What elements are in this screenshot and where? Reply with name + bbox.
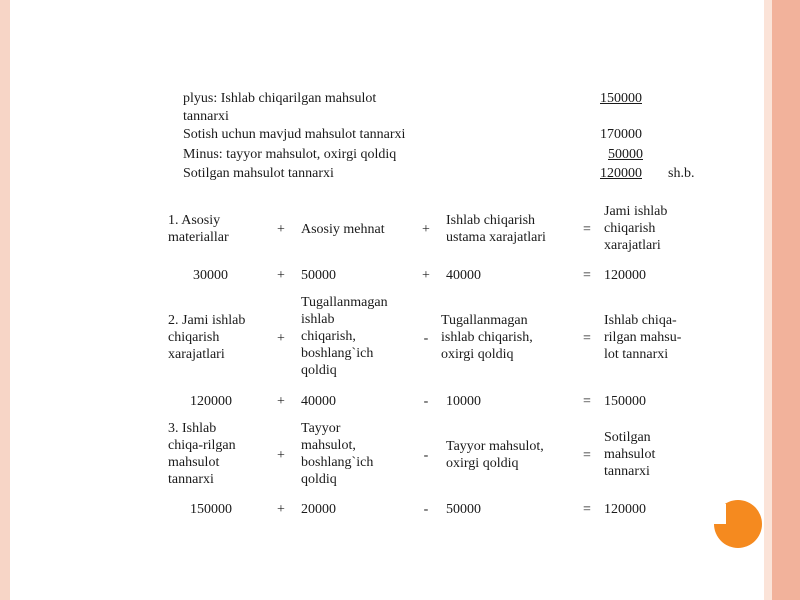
equation-value: 40000 (301, 394, 336, 409)
equation-term: Sotilgan mahsulot tannarxi (604, 430, 656, 479)
equation-operator: + (422, 268, 430, 283)
equation-value: 50000 (301, 268, 336, 283)
equation-value: 150000 (190, 502, 232, 517)
right-border-inner-decoration (764, 0, 772, 600)
summary-label: Sotish uchun mavjud mahsulot tannarxi (183, 127, 406, 142)
equation-operator: - (423, 502, 429, 517)
equation-term: Ishlab chiqa- rilgan mahsu- lot tannarxi (604, 313, 682, 362)
equation-value: 30000 (193, 268, 228, 283)
equation-term: Jami ishlab chiqarish xarajatlari (604, 204, 668, 253)
equation-operator: = (583, 268, 591, 283)
equation-operator: + (277, 222, 285, 237)
equation-value: 120000 (604, 502, 646, 517)
equation-value: 120000 (190, 394, 232, 409)
summary-value: 150000 (600, 91, 642, 106)
left-border-decoration (0, 0, 10, 600)
summary-value: 50000 (608, 147, 643, 162)
equation-term: Tayyor mahsulot, oxirgi qoldiq (446, 439, 544, 471)
equation-operator: = (583, 331, 591, 346)
equation-operator: - (423, 394, 429, 409)
equation-value: 120000 (604, 268, 646, 283)
equation-value: 150000 (604, 394, 646, 409)
equation-term: Asosiy mehnat (301, 222, 385, 237)
equation-term: Tugallanmagan ishlab chiqarish, oxirgi qoldiq (441, 313, 533, 362)
equation-value: 10000 (446, 394, 481, 409)
equation-value: 50000 (446, 502, 481, 517)
equation-operator: - (423, 331, 429, 346)
equation-operator: = (583, 448, 591, 463)
equation-operator: + (422, 222, 430, 237)
equation-operator: = (583, 222, 591, 237)
equation-term: Ishlab chiqarish ustama xarajatlari (446, 213, 546, 245)
equation-operator: + (277, 268, 285, 283)
equation-term: Tugallanmagan ishlab chiqarish, boshlang`ich qoldiq (301, 295, 388, 378)
summary-value: 120000 (600, 166, 642, 181)
equation-term: Tayyor mahsulot, boshlang`ich qoldiq (301, 421, 374, 487)
equation-term: 2. Jami ishlab chiqarish xarajatlari (168, 313, 246, 362)
equation-operator: + (277, 448, 285, 463)
equation-operator: + (277, 394, 285, 409)
summary-label: Minus: tayyor mahsulot, oxirgi qoldiq (183, 147, 397, 162)
summary-value: 170000 (600, 127, 642, 142)
summary-label: Sotilgan mahsulot tannarxi (183, 166, 334, 181)
equation-operator: = (583, 394, 591, 409)
circle-notch-decoration (708, 504, 726, 524)
summary-label: plyus: Ishlab chiqarilgan mahsulot (183, 91, 377, 106)
summary-unit: sh.b. (668, 166, 695, 181)
equation-term: 1. Asosiy materiallar (168, 213, 229, 245)
equation-operator: + (277, 331, 285, 346)
equation-operator: = (583, 502, 591, 517)
right-border-outer-decoration (772, 0, 800, 600)
equation-value: 20000 (301, 502, 336, 517)
equation-value: 40000 (446, 268, 481, 283)
summary-label: tannarxi (183, 109, 229, 124)
equation-operator: - (423, 448, 429, 463)
equation-operator: + (277, 502, 285, 517)
equation-term: 3. Ishlab chiqa-rilgan mahsulot tannarxi (168, 421, 236, 487)
